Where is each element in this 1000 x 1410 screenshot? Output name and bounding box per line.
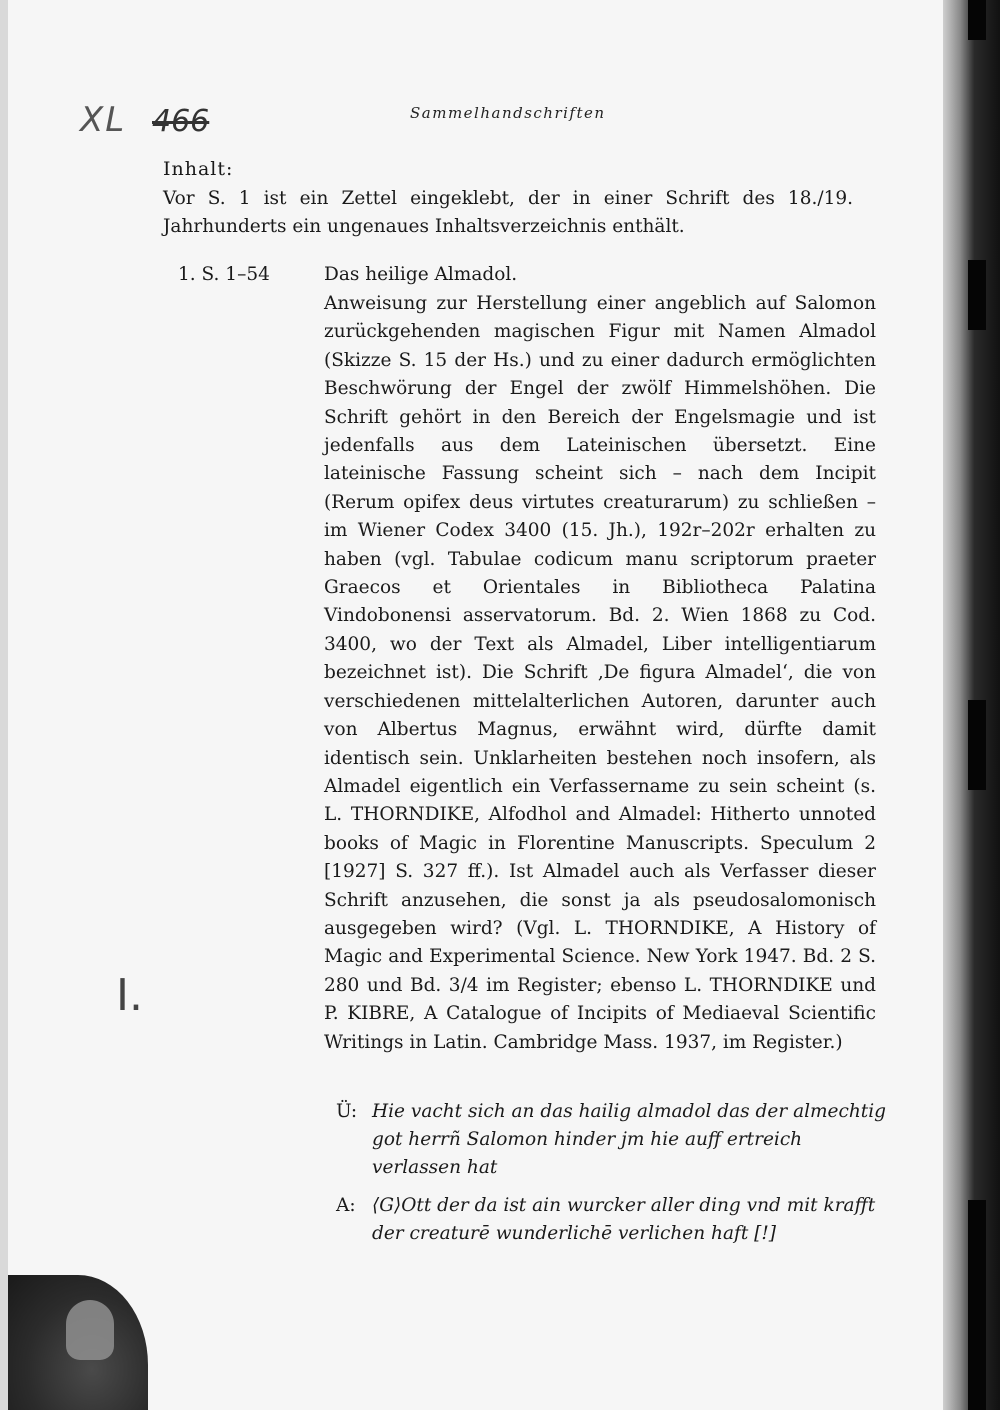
incipit-a — [336, 1192, 896, 1248]
edge-mark — [968, 1200, 986, 1410]
entry-label: 1. S. 1–54 — [178, 264, 270, 285]
running-head: Sammelhandschriften — [410, 104, 606, 122]
margin-mark: I. — [116, 970, 143, 1021]
incipit-a-label: A: — [336, 1195, 356, 1216]
edge-mark — [968, 700, 986, 790]
incipit-ue — [336, 1098, 896, 1182]
incipit-ue-label: Ü: — [336, 1101, 358, 1122]
incipit-a-text: ⟨G⟩Ott der da ist ain wurcker aller ding vnd mit krafft der creaturē wunderlichē verlichen haft [!] — [372, 1195, 876, 1244]
description-text: Anweisung zur Herstellung einer angeblich auf Salomon zurückgehenden magischen Figur mit Namen Almadol (Skizze S. 15 der Hs.) und zu einer dadurch ermöglichten Beschwörung der Engel der zwölf Himmelshöhen. Die Schrift gehört in den Bereich der Engelsmagie und ist jedenfalls aus dem Lateinischen übersetzt. Eine lateinische Fassung scheint sich – nach dem Incipit (Rerum opifex deus virtutes creaturarum) zu schließen – im Wiener Codex 3400 (15. Jh.), 192r–202r erhalten zu haben (vgl. Tabulae codicum manu scriptorum praeter Graecos et Orientales in Bibliotheca Palatina Vindobonensi asservatorum. Bd. 2. Wien 1868 zu Cod. 3400, wo der Text als Almadel, Liber intelligentiarum bezeichnet ist). Die Schrift ‚De figura Almadel‘, die von verschiedenen mittelalterlichen Autoren, darunter auch von Albertus Magnus, erwähnt wird, dürfte damit identisch sein. Unklarheiten bestehen noch insofern, als Almadel eigentlich ein Verfassername zu sein scheint (s. L. THORNDIKE, Alfodhol and Almadel: Hitherto unnoted books of Magic in Florentine Manuscripts. Speculum 2 [1927] S. 327 ff.). Ist Almadel auch als Verfasser dieser Schrift anzusehen, die sonst ja als pseudosalomonisch ausgegeben wird? (Vgl. L. THORNDIKE, A History of Magic and Experimental Science. New York 1947. Bd. 2 S. 280 und Bd. 3/4 im Register; ebenso L. THORNDIKE und P. KIBRE, A Catalogue of Incipits of Mediaeval Scientific Writings in Latin. Cambridge Mass. 1937, im Register.) — [324, 293, 876, 1053]
scanner-edge — [943, 0, 1000, 1410]
handwritten-annotation: XL — [80, 100, 127, 140]
intro-paragraph: Vor S. 1 ist ein Zettel eingeklebt, der in einer Schrift des 18./19. Jahrhunderts ein ungenaues Inhaltsverzeichnis enthält. — [163, 188, 853, 237]
incipit-ue-text: Hie vacht sich an das hailig almadol das der almechtig got herrñ Salomon hinder jm hie auff ertreich verlassen hat — [372, 1101, 886, 1178]
entry-description — [324, 290, 876, 1057]
edge-mark — [968, 260, 986, 330]
section-heading: Inhalt: — [163, 158, 234, 180]
scanned-page — [8, 0, 943, 1410]
edge-mark — [968, 0, 986, 40]
handwritten-page-number: 466 — [152, 104, 210, 139]
thumb-nail — [66, 1300, 114, 1360]
entry-title: Das heilige Almadol. — [324, 264, 518, 285]
